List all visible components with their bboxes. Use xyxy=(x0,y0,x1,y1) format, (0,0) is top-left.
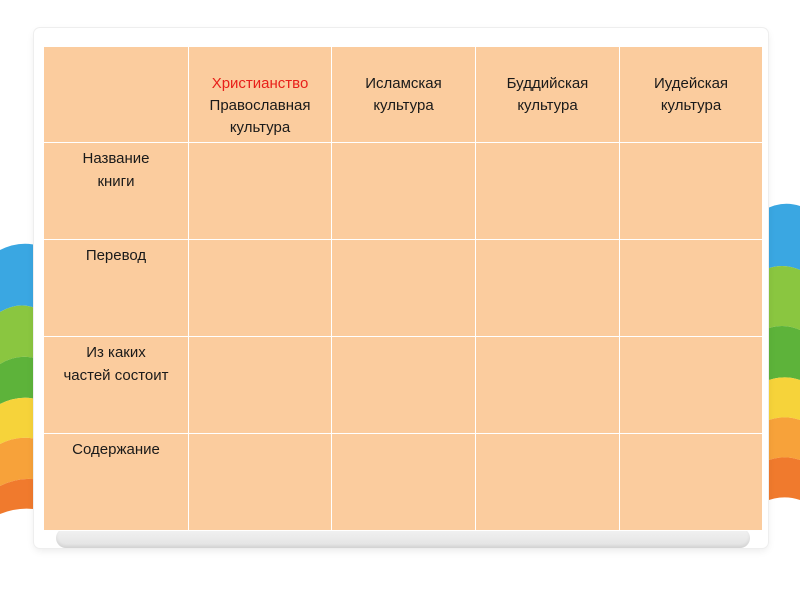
header-cell-judaism xyxy=(620,47,763,143)
table-cell[interactable] xyxy=(476,434,620,531)
header-cell-buddhism xyxy=(476,47,620,143)
header-cell-christianity xyxy=(189,47,332,143)
table-cell[interactable] xyxy=(189,337,332,434)
table-row xyxy=(44,143,763,240)
row-label-line: Из каких xyxy=(86,344,146,361)
row-label-line: частей состоит xyxy=(63,367,169,384)
table-cell[interactable] xyxy=(332,434,476,531)
row-label-content xyxy=(44,434,189,531)
header-cell-empty xyxy=(44,47,189,143)
row-label-book-title xyxy=(44,143,189,240)
row-label-line: Содержание xyxy=(72,441,160,458)
header-cell-islam xyxy=(332,47,476,143)
header-line: Иудейская xyxy=(653,75,729,92)
header-line: Христианство xyxy=(211,75,309,92)
row-label-line: книги xyxy=(97,173,135,190)
header-line: Исламская xyxy=(365,75,442,92)
table-cell[interactable] xyxy=(620,337,763,434)
header-line: Православная xyxy=(209,97,311,114)
table-cell[interactable] xyxy=(476,143,620,240)
header-row xyxy=(44,47,763,143)
table-cell[interactable] xyxy=(189,143,332,240)
table-cell[interactable] xyxy=(476,240,620,337)
table-row xyxy=(44,337,763,434)
table-row xyxy=(44,240,763,337)
table-cell[interactable] xyxy=(189,240,332,337)
header-line: культура xyxy=(660,97,722,114)
comparison-table xyxy=(43,46,763,531)
header-line: культура xyxy=(373,97,434,114)
row-label-parts xyxy=(44,337,189,434)
card-shelf xyxy=(56,528,750,548)
header-line: культура xyxy=(517,97,578,114)
header-line: Буддийская xyxy=(506,75,589,92)
table-row xyxy=(44,434,763,531)
table-cell[interactable] xyxy=(332,337,476,434)
row-label-translation xyxy=(44,240,189,337)
row-label-line: Название xyxy=(82,150,150,167)
table-cell[interactable] xyxy=(189,434,332,531)
table-cell[interactable] xyxy=(476,337,620,434)
header-line: культура xyxy=(229,119,291,136)
table-cell[interactable] xyxy=(620,143,763,240)
table-cell[interactable] xyxy=(620,434,763,531)
table-cell[interactable] xyxy=(332,143,476,240)
row-label-line: Перевод xyxy=(85,247,147,264)
table-cell[interactable] xyxy=(620,240,763,337)
table-cell[interactable] xyxy=(332,240,476,337)
